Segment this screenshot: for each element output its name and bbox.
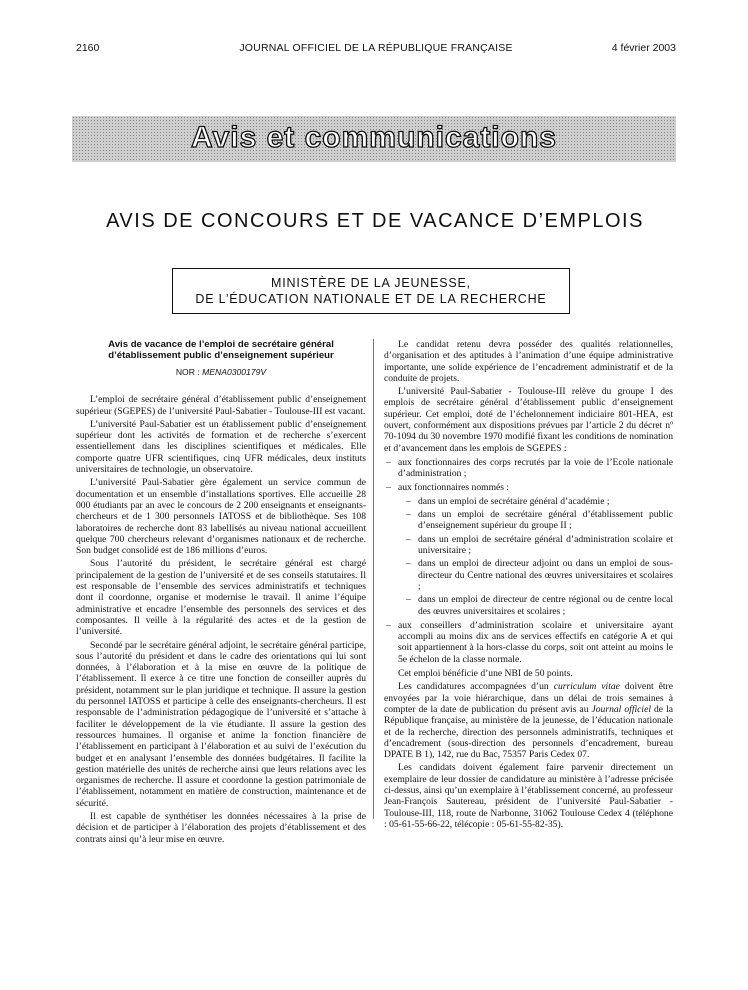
issue-date: 4 février 2003 xyxy=(611,42,676,54)
eligibility-list xyxy=(384,457,673,665)
paragraph: L’université Paul-Sabatier est un établissement public d’enseignement supérieur dont les activités de formation et de recherche s’exercent essentiellement dans les disciplines scientifiques et médicales. Elle comporte quatre UFR scientifiques, cinq UFR médicales, deux instituts universitaires de technologie, un observatoire. xyxy=(76,418,366,476)
list-item: – dans un emploi de directeur de centre régional ou de centre local des œuvres universitaires et scolaires ; xyxy=(404,594,673,617)
banner-title: Avis et communications xyxy=(191,121,557,154)
nor-label: NOR : xyxy=(175,367,200,377)
paragraph: L’emploi de secrétaire général d’établissement public d’enseignement supérieur (SGEPES) de l’université Paul-Sabatier - Toulouse-III est vacant. xyxy=(76,394,366,417)
paragraph: Le candidat retenu devra posséder des qualités relationnelles, d’organisation et des aptitudes à l’animation d’une équipe administrative importante, une solide expérience de l’encadrement administratif et de la conduite de projets. xyxy=(384,339,673,384)
ministry-box xyxy=(172,268,570,314)
paragraph: Secondé par le secrétaire général adjoint, le secrétaire général participe, sous l’autorité du président et dans le cadre des orientations qui lui sont données, à l’élaboration et à la mise en œuvre de la politique de l’établissement. Il exerce à ce titre une fonction de conseiller auprès du président, notamment sur le plan juridique et technique. Il assure la gestion du personnel IATOSS et participe à celle des enseignants-chercheurs. Il est responsable de l’administration pédagogique de l’université et s’attache à faciliter le développement de la vie étudiante. Il assure la gestion des ressources humaines. Il organise et anime la fonction financière de l’établissement en participant à l’élaboration et au suivi de l’exécution du budget et en analysant l’ensemble des données budgétaires. Il facilite la gestion matérielle des unités de recherche ainsi que leurs relations avec les organismes de recherche. Il assure et coordonne la gestion patrimoniale de l’établissement, notamment en matière de construction, maintenance et de sécurité. xyxy=(76,639,366,809)
list-item: – dans un emploi de directeur adjoint ou dans un emploi de sous-directeur du Centre national des œuvres universitaires et scolaires ; xyxy=(404,558,673,592)
nor-code: MENA0300179V xyxy=(202,367,267,377)
list-item: – aux conseillers d’administration scolaire et universitaire ayant accompli au moins dix ans de services effectifs en catégorie A et qui soit appartiennent à la hors-classe du corps, soit ont atteint au moins le 5e échelon de la classe normale. xyxy=(384,620,673,665)
right-column xyxy=(384,339,673,832)
section-banner xyxy=(72,116,676,162)
section-heading: AVIS DE CONCOURS ET DE VACANCE D’EMPLOIS xyxy=(106,210,644,232)
running-header xyxy=(76,42,676,56)
ministry-line-1: MINISTÈRE DE LA JEUNESSE, xyxy=(271,276,471,290)
notice-title-line-1: Avis de vacance de l’emploi de secrétaire général xyxy=(108,339,334,350)
paragraph: Il est capable de synthétiser les données nécessaires à la prise de décision et de participer à l’élaboration des projets d’établissement et des contrats ainsi qu’à leur mise en œuvre. xyxy=(76,810,366,845)
paragraph: Les candidatures accompagnées d’un curriculum vitae doivent être envoyées par la voie hiérarchique, dans un délai de trois semaines à compter de la date de publication du présent avis au Journal officiel de la République française, au ministère de la jeunesse, de l’éducation nationale et de la recherche, direction des personnels administratifs, techniques et d’encadrement (sous-direction des personnels d’encadrement, bureau DPATE B 1), 142, rue du Bac, 75357 Paris Cedex 07. xyxy=(384,681,673,761)
paragraph: Cet emploi bénéficie d’une NBI de 50 points. xyxy=(398,668,573,680)
paragraph: Sous l’autorité du président, le secrétaire général est chargé principalement de la gestion de l’université et de ses conseils statutaires. Il est responsable de l’ensemble des services administratifs et techniques dont il coordonne, organise et modernise le travail. Il anime l’équipe administrative et encadre l’ensemble des personnels des services et des composantes. Il veille à la régularité des actes et de la gestion de l’université. xyxy=(76,558,366,638)
journal-title: JOURNAL OFFICIEL DE LA RÉPUBLIQUE FRANÇAISE xyxy=(239,42,513,54)
sub-list xyxy=(404,496,673,617)
page-number: 2160 xyxy=(76,42,100,54)
list-item: – dans un emploi de secrétaire général d’établissement public d’enseignement supérieur du groupe II ; xyxy=(404,509,673,532)
notice-title-line-2: d’établissement public d’enseignement supérieur xyxy=(108,350,334,361)
list-item: – dans un emploi de secrétaire général d’académie ; xyxy=(404,496,673,507)
column-divider xyxy=(373,339,374,819)
left-column xyxy=(76,339,366,847)
paragraph: Les candidats doivent également faire parvenir directement un exemplaire de leur dossier de candidature au ministère à l’adresse précisée ci-dessus, ainsi qu’un exemplaire à l’établissement concerné, au professeur Jean-François Sautereau, président de l’université Paul-Sabatier - Toulouse-III, 118, route de Narbonne, 31062 Toulouse Cedex 4 (téléphone : 05-61-55-66-22, télécopie : 05-61-55-82-35). xyxy=(384,762,673,830)
paragraph: L’université Paul-Sabatier gère également un service commun de documentation et un ensemble d’installations sportives. Elle accueille 28 000 étudiants par an avec le concours de 2 200 enseignants et enseignants-chercheurs et de 1 300 personnels IATOSS et de bibliothèque. Ses 108 laboratoires de recherche dont 83 labellisés au niveau national accueillent quelque 700 chercheurs relevant d’organismes nationaux et de recherche. Son budget consolidé est de 186 millions d’euros. xyxy=(76,477,366,557)
list-item: – aux fonctionnaires nommés : – dans un emploi de secrétaire général d’académie ; – dans un emploi de secrétaire général d’établissement public d’enseignement supérieur du groupe II ; – dans un emploi de secrétaire général d’administration scolaire et universitaire ; – dans un emploi de directeur adjoint ou dans un emploi de sous-directeur du Centre national des œuvres universitaires et scolaires ; – dans un emploi de directeur de centre régional ou de centre local des œuvres universitaires et scolaires ; xyxy=(384,482,673,617)
nor-reference xyxy=(76,367,366,378)
list-item: – dans un emploi de secrétaire général d’administration scolaire et universitaire ; xyxy=(404,534,673,557)
paragraph: L’université Paul-Sabatier - Toulouse-III relève du groupe I des emplois de secrétaire général d’établissement public d’enseignement supérieur. Cet emploi, doté de l’échelonnement indiciaire 801-HEA, est ouvert, conformément aux dispositions prévues par l’article 2 du décret nº 70-1094 du 30 novembre 1970 modifié fixant les conditions de nomination et d’avancement dans les emplois de SGEPES : xyxy=(384,386,673,454)
ministry-line-2: DE L’ÉDUCATION NATIONALE ET DE LA RECHERCHE xyxy=(195,292,547,306)
list-item: – aux fonctionnaires des corps recrutés par la voie de l’Ecole nationale d’administration ; xyxy=(384,457,673,480)
